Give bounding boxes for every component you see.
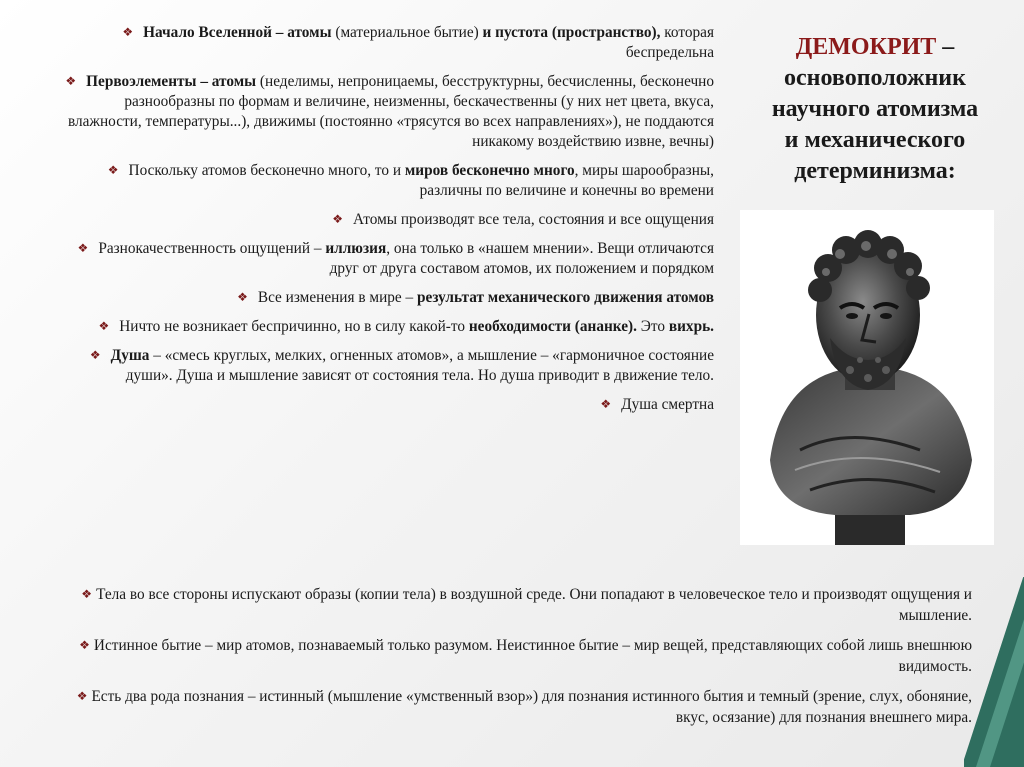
slide-title	[730, 32, 1020, 187]
diamond-bullet-icon: ❖	[332, 212, 343, 226]
left-bullet-item	[60, 316, 714, 337]
bold-text: результат механического движения атомов	[417, 289, 714, 306]
bottom-bullet-list	[60, 584, 972, 737]
title-line5: детерминизма:	[794, 158, 956, 184]
text: Душа смертна	[621, 396, 714, 413]
text: (материальное бытие)	[331, 24, 483, 41]
bottom-bullet-item	[60, 584, 972, 626]
diamond-bullet-icon: ❖	[122, 25, 134, 39]
text: , она только в «нашем мнении». Вещи отличаются друг от друга составом атомов, их положением и порядком	[329, 240, 714, 277]
text: Разнокачественность ощущений –	[98, 240, 326, 257]
bold-text: необходимости (ананке).	[468, 318, 637, 335]
text: которая беспредельна	[625, 24, 714, 61]
left-bullet-list	[60, 22, 714, 423]
text: Тела во все стороны испускают образы (копии тела) в воздушной среде. Они попадают в человеческое тело и производят ощущения и мышление.	[96, 586, 972, 624]
text: Это	[636, 318, 669, 335]
text: Все изменения в мире –	[257, 289, 418, 306]
title-dash: –	[936, 34, 955, 60]
diamond-bullet-icon: ❖	[89, 348, 101, 362]
left-bullet-item	[60, 160, 714, 201]
bold-text: вихрь.	[668, 318, 714, 335]
decorative-corner	[964, 577, 1024, 767]
title-line2: основоположник	[784, 65, 966, 91]
bold-text: Первоэлементы – атомы	[86, 73, 257, 90]
bold-text: миров бесконечно много	[404, 162, 575, 179]
diamond-bullet-icon: ❖	[65, 74, 77, 88]
diamond-bullet-icon: ❖	[76, 689, 88, 703]
text: Поскольку атомов бесконечно много, то и	[128, 162, 405, 179]
title-line4: и механического	[784, 127, 966, 153]
title-name: ДЕМОКРИТ	[795, 34, 937, 60]
diamond-bullet-icon: ❖	[600, 397, 612, 411]
title-line3: научного атомизма	[771, 96, 979, 122]
text: (неделимы, непроницаемы, бесструктурны, бесчисленны, бесконечно разнообразны по формам и величине, неизменны, бескачественны (у них нет цвета, вкуса, влажности, температуры...), движимы (постоянно «трясутся во всех направлениях»), не поддаются никакому воздействию извне, вечны)	[67, 73, 714, 150]
left-bullet-item	[60, 394, 714, 415]
left-bullet-item	[60, 209, 714, 230]
left-bullet-item	[60, 345, 714, 386]
bold-text: Душа	[110, 347, 150, 364]
text: Истинное бытие – мир атомов, познаваемый только разумом. Неистинное бытие – мир вещей, представляющих собой лишь внешнюю видимость.	[93, 637, 972, 675]
diamond-bullet-icon: ❖	[107, 163, 119, 177]
text: Ничто не возникает беспричинно, но в силу какой-то	[119, 318, 469, 335]
text: , миры шарообразны, различны по величине и конечны во времени	[419, 162, 714, 199]
democritus-bust-image	[740, 210, 994, 545]
text: – «смесь круглых, мелких, огненных атомов», а мышление – «гармоничное состояние души». Душа и мышление зависят от состояния тела. Но душа приводит в движение тело.	[125, 347, 714, 384]
diamond-bullet-icon: ❖	[81, 587, 93, 601]
bottom-bullet-item	[60, 635, 972, 677]
bold-text: Начало Вселенной – атомы	[143, 24, 332, 41]
diamond-bullet-icon: ❖	[98, 319, 110, 333]
text: Атомы производят все тела, состояния и все ощущения	[352, 211, 714, 228]
diamond-bullet-icon: ❖	[79, 638, 90, 652]
diamond-bullet-icon: ❖	[77, 241, 89, 255]
left-bullet-item	[60, 22, 714, 63]
left-bullet-item	[60, 238, 714, 279]
diamond-bullet-icon: ❖	[237, 290, 248, 304]
bold-text: иллюзия	[325, 240, 387, 257]
bold-text: и пустота (пространство),	[482, 24, 661, 41]
bottom-bullet-item	[60, 686, 972, 728]
text: Есть два рода познания – истинный (мышление «умственный взор») для познания истинного бытия и темный (зрение, слух, обоняние, вкус, осязание) для познания внешнего мира.	[91, 688, 972, 726]
left-bullet-item	[60, 287, 714, 308]
left-bullet-item	[60, 71, 714, 152]
